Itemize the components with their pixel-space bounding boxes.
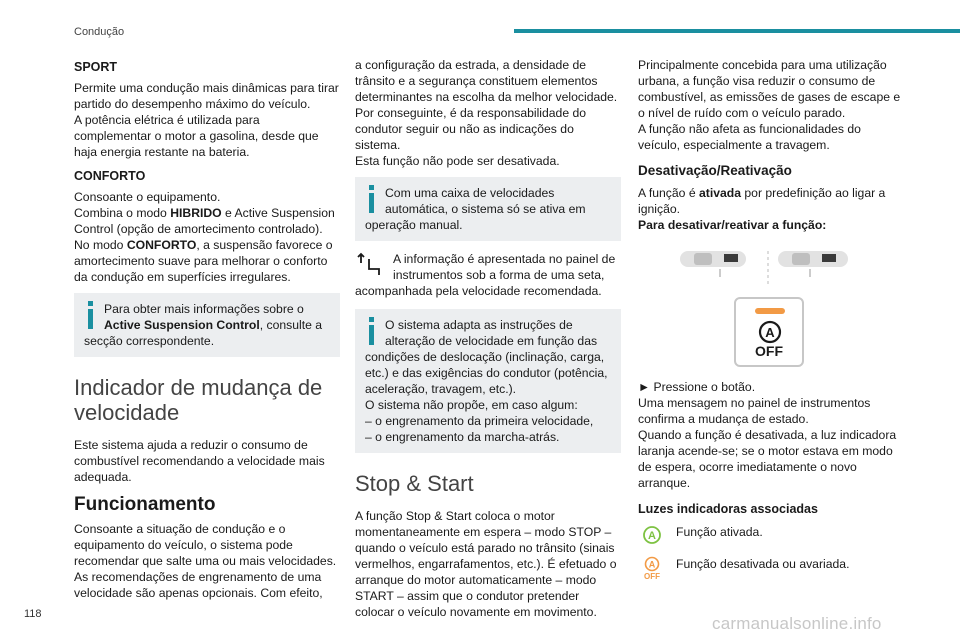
- continuation-text: a configuração da estrada, a densidade de trânsito e a segurança constituem elementos determinantes na escolha da melhor velocidade. Por conseguinte, é da responsabilidade do condutor seguir ou não as indicações do sistema.: [355, 58, 618, 152]
- conforto-title: CONFORTO: [74, 169, 146, 183]
- column-1: [74, 57, 340, 601]
- conforto-text-3: No modo CONFORTO, a suspensão favorece o amortecimento suave para melhorar o conforto da condução em superfícies irregulares.: [74, 238, 333, 284]
- gear-indicator-intro: Este sistema ajuda a reduzir o consumo de combustível recomendando a velocidade mais adequada.: [74, 438, 325, 484]
- stop-start-text: A função Stop & Start coloca o motor momentaneamente em espera – modo STOP – quando o veículo está parado no trânsito (sinais vermelhos, engarrafamentos, etc.). É efetuado o arranque do motor automaticamente – modo START – assim que o condutor pretender colocar o veículo novamente em movimento.: [355, 509, 617, 619]
- svg-text:A: A: [648, 559, 656, 570]
- funcionamento-text: Consoante a situação de condução e o equipamento do veículo, o sistema pode recomendar que salte uma ou mais velocidades. As recomendações de engrenamento de uma velocidade são apenas opcionais. Com efeito,: [74, 522, 337, 600]
- lamp-off-label: Função desativada ou avariada.: [676, 557, 850, 571]
- gear-shift-indicator-icon: [355, 251, 389, 281]
- info-note-automatic: Com uma caixa de velocidades automática, o sistema só se ativa em operação manual.: [355, 177, 621, 241]
- svg-text:A: A: [765, 325, 775, 340]
- sport-title: SPORT: [74, 60, 118, 74]
- button-led: [755, 308, 785, 314]
- info-icon: [365, 317, 379, 347]
- stop-start-off-button: [734, 297, 804, 367]
- info-note-adapt: O sistema adapta as instruções de alteração de velocidade em função das condições de deslocação (inclinação, carga, etc.) e das exigências do condutor (potência, aceleração, travagem, etc.). O sistema não propõe, em caso algum: – o engrenamento da primeira velocidade, – o engrenamento da marcha-atrás.: [355, 309, 621, 453]
- page-number: 118: [24, 608, 42, 620]
- svg-text:A: A: [648, 530, 656, 542]
- stop-start-on-lamp-icon: [638, 524, 666, 548]
- column-2: [355, 57, 621, 620]
- lamp-row-off: [638, 556, 904, 580]
- deactivation-text: A função é ativada por predefinição ao ligar a ignição.: [638, 186, 886, 216]
- info-note: Para obter mais informações sobre o Active Suspension Control, consulte a secção correspondente.: [74, 293, 340, 357]
- sport-text-1: Permite uma condução mais dinâmicas para tirar partido do desempenho máximo do veículo.: [74, 81, 339, 111]
- cannot-disable-text: Esta função não pode ser desativada.: [355, 154, 560, 168]
- dashboard-illustration: [638, 247, 904, 291]
- section-title: Condução: [74, 26, 125, 38]
- dashboard-icon: [638, 247, 878, 291]
- funcionamento-heading: Funcionamento: [74, 494, 216, 515]
- button-off-label: OFF: [755, 343, 783, 359]
- stop-start-intro: Principalmente concebida para uma utilização urbana, a função visa reduzir o consumo de combustível, as emissões de gases de escape e o nível de ruído com o veículo parado.: [638, 58, 901, 120]
- press-instruction: ► Pressione o botão.: [638, 380, 756, 394]
- sport-text-2: A potência elétrica é utilizada para complementar o motor a gasolina, desde que haja energia restante na bateria.: [74, 113, 319, 159]
- watermark: carmanualsonline.info: [712, 614, 882, 633]
- press-confirm: Uma mensagem no painel de instrumentos confirma a mudança de estado.: [638, 396, 871, 426]
- conforto-text-2: Combina o modo HIBRIDO e Active Suspension Control (opção de amortecimento controlado).: [74, 206, 335, 236]
- press-detail: Quando a função é desativada, a luz indicadora laranja acende-se; se o motor estava em modo de espera, ocorre imediatamente o novo arranque.: [638, 428, 897, 490]
- lamps-heading: Luzes indicadoras associadas: [638, 502, 818, 516]
- header-accent-bar: [514, 29, 960, 33]
- svg-text:OFF: OFF: [644, 572, 660, 580]
- deactivation-heading: Desativação/Reativação: [638, 163, 792, 178]
- lamp-row-active: [638, 524, 904, 548]
- column-3: [638, 57, 904, 588]
- lamp-active-label: Função ativada.: [676, 525, 763, 539]
- stop-start-off-lamp-icon: [638, 556, 666, 580]
- deactivation-instruction: Para desativar/reativar a função:: [638, 218, 827, 232]
- info-icon: [365, 185, 379, 215]
- gear-indicator-heading: Indicador de mudança de velocidade: [74, 375, 323, 425]
- display-note: A informação é apresentada no painel de instrumentos sob a forma de uma seta, acompanhada pela velocidade recomendada.: [355, 252, 616, 298]
- conforto-text-1: Consoante o equipamento.: [74, 190, 221, 204]
- info-icon: [84, 301, 98, 331]
- stop-start-intro-2: A função não afeta as funcionalidades do veículo, especialmente a travagem.: [638, 122, 861, 152]
- stop-start-heading: Stop & Start: [355, 471, 474, 496]
